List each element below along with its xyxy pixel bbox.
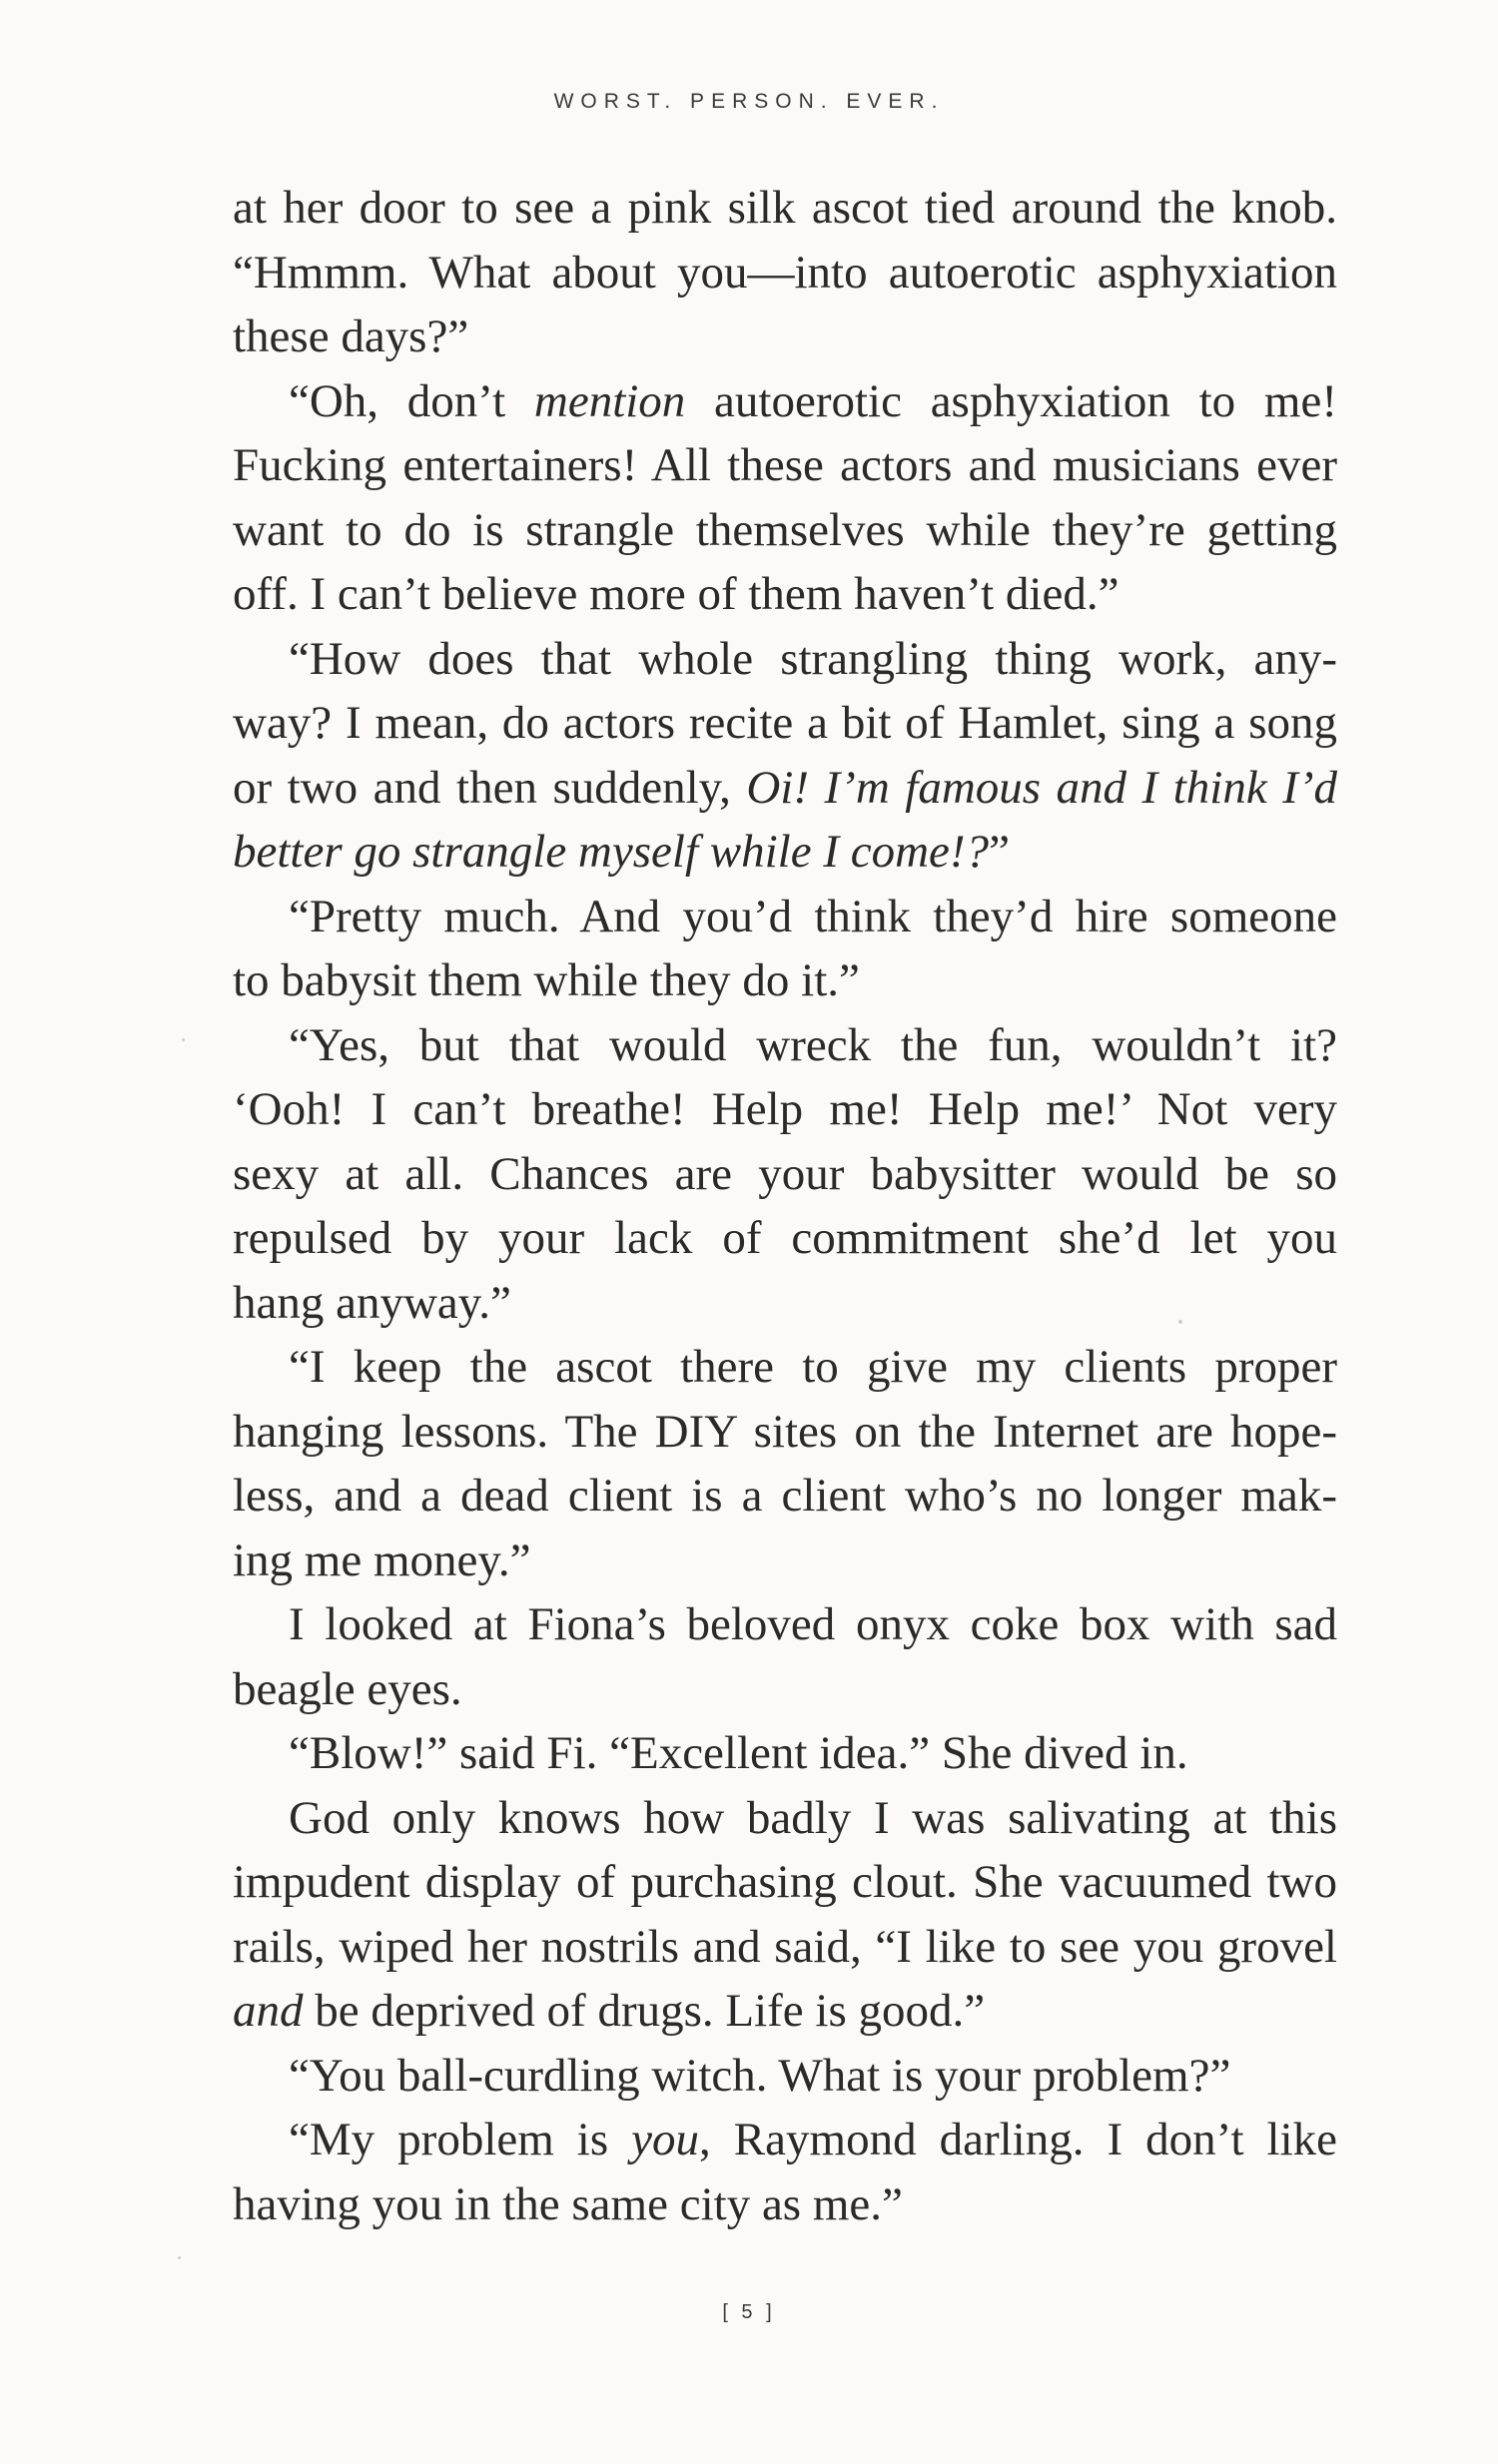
text-line — [233, 1206, 1337, 1271]
italic-span: Oi! I’m famous and I think I’d — [746, 761, 1337, 814]
text-span: repulsed by your lack of commitment she’d let you — [233, 1212, 1337, 1264]
text-span: ‘Ooh! I can’t breathe! Help me! Help me!’ Not very — [233, 1083, 1337, 1135]
text-span: “Pretty much. And you’d think they’d hire someone — [289, 890, 1337, 942]
text-span: want to do is strangle themselves while they’re getting — [233, 503, 1337, 556]
text-line — [233, 2108, 1337, 2172]
text-span: less, and a dead client is a client who’s no longer mak- — [233, 1470, 1337, 1522]
text-span: off. I can’t believe more of them haven’t died.” — [233, 568, 1120, 620]
text-line — [233, 1013, 1337, 1078]
text-line — [233, 1400, 1337, 1465]
text-span: way? I mean, do actors recite a bit of Hamlet, sing a song — [233, 697, 1337, 749]
page-number: [ 5 ] — [722, 2301, 776, 2323]
text-span: God only knows how badly I was salivating at this — [289, 1791, 1337, 1844]
italic-span: you — [631, 2114, 700, 2165]
text-span: “I keep the ascot there to give my clients proper — [289, 1341, 1337, 1393]
text-span: “Hmmm. What about you—into autoerotic asphyxiation — [233, 246, 1337, 299]
text-span: beagle eyes. — [233, 1662, 462, 1715]
text-line — [233, 1335, 1337, 1400]
text-line — [233, 1464, 1337, 1529]
text-line — [233, 1142, 1337, 1207]
text-span: hanging lessons. The DIY sites on the Internet are hope- — [233, 1405, 1337, 1458]
text-line — [233, 369, 1337, 434]
text-span: rails, wiped her nostrils and said, “I like to see you grovel — [233, 1920, 1337, 1973]
text-line — [233, 2172, 1337, 2237]
italic-span: mention — [533, 374, 686, 427]
text-line — [233, 305, 1337, 369]
text-span: ing me money.” — [233, 1534, 531, 1586]
running-head: WORST. PERSON. EVER. — [553, 90, 945, 113]
text-line — [233, 1077, 1337, 1142]
text-span: sexy at all. Chances are your babysitter would be so — [233, 1147, 1337, 1200]
text-span: ” — [989, 826, 1010, 878]
italic-span: and — [233, 1985, 304, 2037]
body-text — [233, 176, 1337, 2236]
text-line — [233, 756, 1337, 821]
text-line — [233, 498, 1337, 563]
text-line — [233, 1271, 1337, 1336]
text-line — [233, 1786, 1337, 1851]
text-line — [233, 176, 1337, 241]
text-span: impudent display of purchasing clout. She vacuumed two — [233, 1856, 1337, 1908]
text-line — [233, 1915, 1337, 1980]
text-line — [233, 820, 1337, 885]
text-span: “Yes, but that would wreck the fun, wouldn’t it? — [289, 1018, 1337, 1071]
text-span: at her door to see a pink silk ascot tied around the knob. — [233, 182, 1337, 234]
text-span: “My problem is — [289, 2114, 632, 2165]
text-line — [233, 1979, 1337, 2044]
text-line — [233, 948, 1337, 1013]
text-span: “You ball-curdling witch. What is your problem?” — [289, 2049, 1231, 2102]
text-line — [233, 627, 1337, 692]
text-span: “How does that whole strangling thing work, any- — [289, 632, 1337, 685]
text-line — [233, 433, 1337, 498]
text-span: hang anyway.” — [233, 1276, 511, 1329]
text-line — [233, 885, 1337, 949]
text-line — [233, 241, 1337, 306]
paper-speck — [1178, 1320, 1182, 1324]
paper-speck — [178, 2256, 181, 2259]
text-span: having you in the same city as me.” — [233, 2177, 903, 2230]
text-span: , Raymond darling. I don’t like — [699, 2114, 1337, 2165]
paper-speck — [182, 1038, 185, 1041]
text-line — [233, 1529, 1337, 1593]
text-line — [233, 1592, 1337, 1657]
text-line — [233, 691, 1337, 756]
text-line — [233, 2044, 1337, 2109]
italic-span: better go strangle myself while I come!? — [233, 826, 990, 878]
text-span: “Blow!” said Fi. “Excellent idea.” She dived in. — [289, 1727, 1188, 1779]
text-line — [233, 1850, 1337, 1915]
text-span: autoerotic asphyxiation to me! — [685, 374, 1337, 427]
text-line — [233, 1657, 1337, 1722]
text-span: or two and then suddenly, — [233, 761, 747, 814]
text-line — [233, 1721, 1337, 1786]
text-span: Fucking entertainers! All these actors and musicians ever — [233, 439, 1337, 491]
text-span: “Oh, don’t — [289, 374, 534, 427]
text-span: these days?” — [233, 310, 469, 362]
text-span: I looked at Fiona’s beloved onyx coke box with sad — [289, 1598, 1337, 1650]
text-span: to babysit them while they do it.” — [233, 954, 860, 1006]
text-line — [233, 562, 1337, 627]
text-span: be deprived of drugs. Life is good.” — [303, 1985, 986, 2037]
